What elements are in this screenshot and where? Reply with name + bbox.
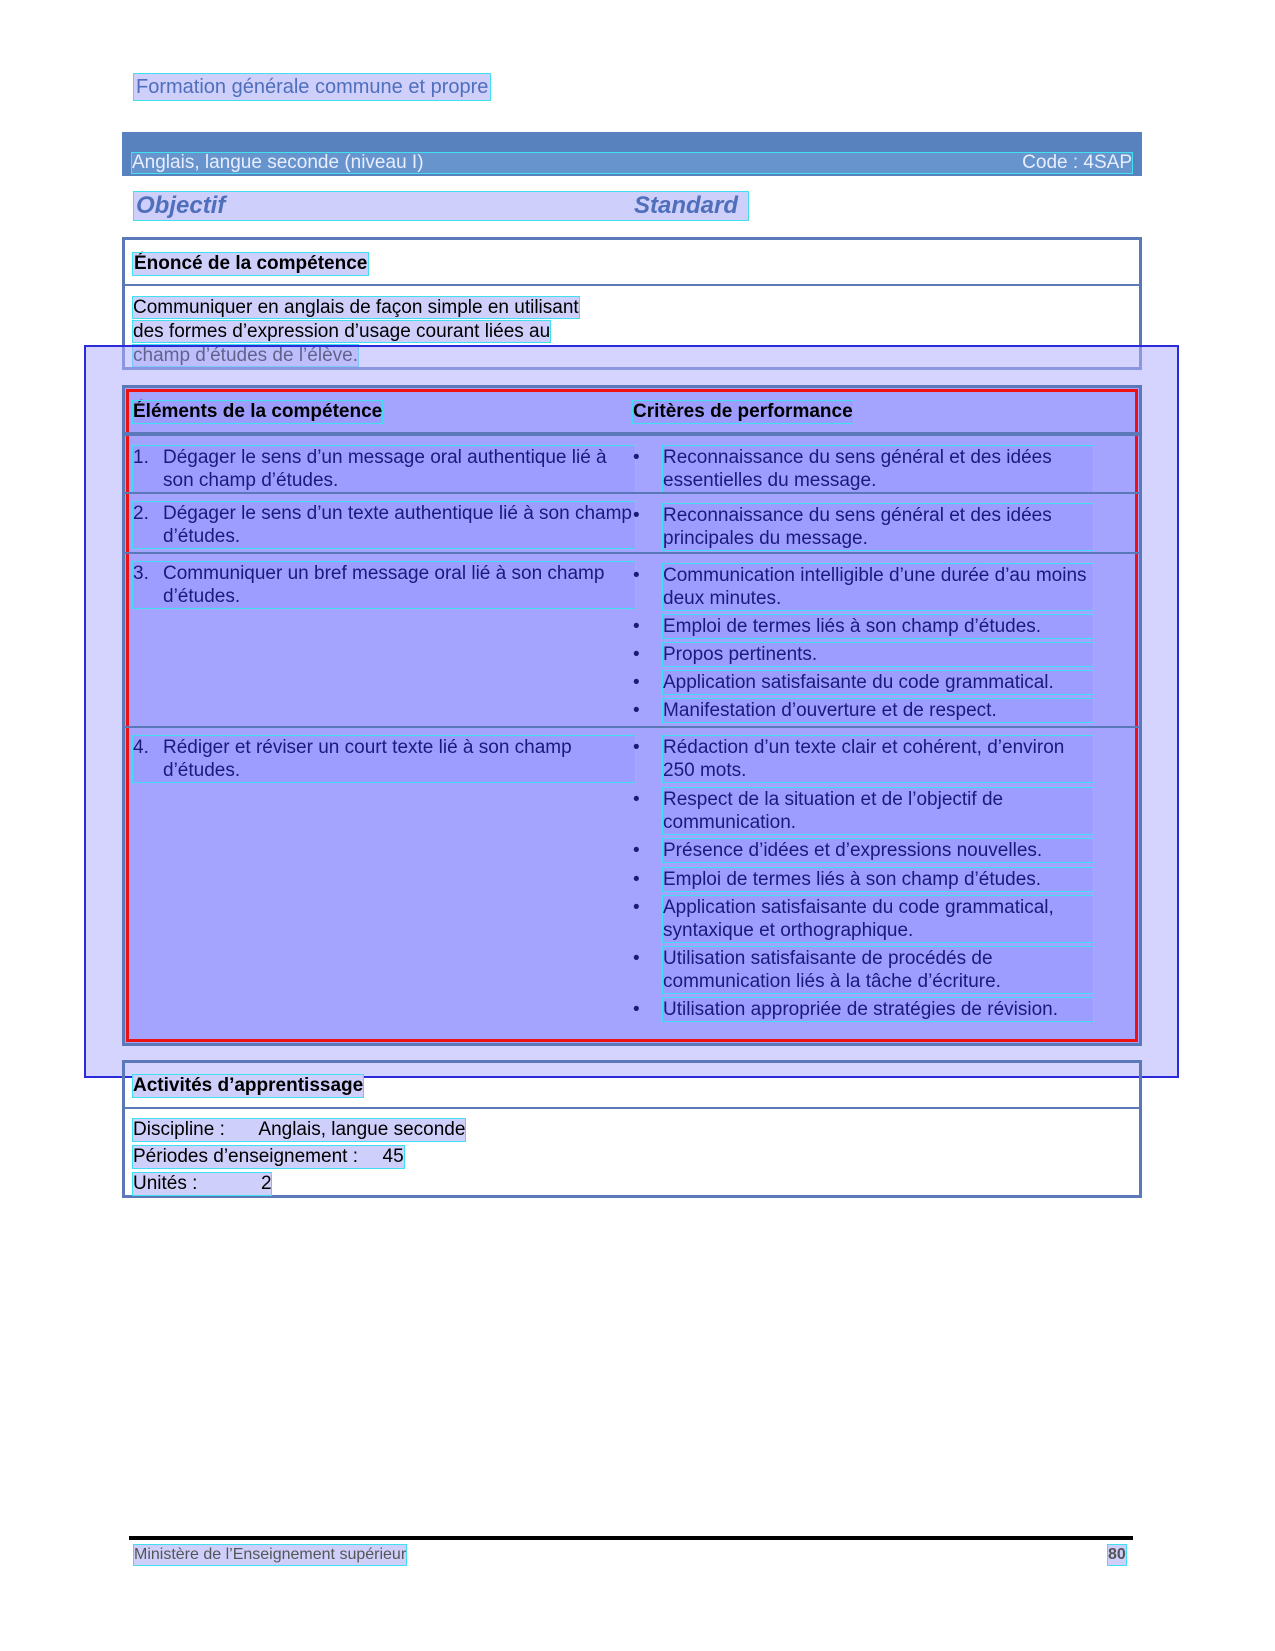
discipline-field <box>133 1119 465 1141</box>
standard-label: Standard <box>634 192 739 219</box>
criterion: • Emploi de termes liés à son champ d’études. <box>633 868 1093 891</box>
criterion: • Manifestation d’ouverture et de respect. <box>633 699 1093 722</box>
objectif-standard-row <box>134 192 748 220</box>
criterion: • Rédaction d’un texte clair et cohérent, d’environ 250 mots. <box>633 736 1093 782</box>
discipline-label: Discipline : <box>133 1119 225 1140</box>
course-title: Anglais, langue seconde (niveau I) <box>132 152 424 173</box>
criterion: • Utilisation appropriée de stratégies de révision. <box>633 998 1093 1021</box>
table-row <box>125 552 1139 726</box>
course-title-bar <box>122 132 1142 176</box>
document-section-heading: Formation générale commune et propre <box>136 76 489 98</box>
course-code: Code : 4SAP <box>1022 152 1132 173</box>
criterion: • Application satisfaisante du code grammatical, syntaxique et orthographique. <box>633 896 1093 942</box>
activites-apprentissage-box <box>122 1060 1142 1198</box>
criterion: • Propos pertinents. <box>633 643 1093 666</box>
periodes-field <box>133 1146 404 1168</box>
criterion: • Respect de la situation et de l’objectif de communication. <box>633 788 1093 834</box>
enonce-title: Énoncé de la compétence <box>134 253 368 274</box>
enonce-line: des formes d’expression d’usage courant liées au <box>133 321 551 342</box>
element-text: 2. Dégager le sens d’un texte authentique lié à son champ d’études. <box>133 502 635 548</box>
element-text: 3. Communiquer un bref message oral lié à son champ d’études. <box>133 562 635 608</box>
criterion: • Utilisation satisfaisante de procédés de communication liés à la tâche d’écriture. <box>633 947 1093 993</box>
table-row <box>125 492 1139 552</box>
footer-page-number: 80 <box>1108 1546 1126 1563</box>
table-row <box>125 726 1139 1048</box>
unites-value: 2 <box>261 1173 272 1194</box>
periodes-value: 45 <box>382 1146 404 1167</box>
table-row <box>125 434 1139 494</box>
criterion: • Emploi de termes liés à son champ d’études. <box>633 615 1093 638</box>
discipline-value: Anglais, langue seconde <box>258 1119 466 1140</box>
unites-label: Unités : <box>133 1173 198 1194</box>
activites-title: Activités d’apprentissage <box>133 1075 364 1096</box>
objectif-label: Objectif <box>136 192 226 219</box>
enonce-line: Communiquer en anglais de façon simple en utilisant <box>133 297 579 318</box>
periodes-label: Périodes d’enseignement : <box>133 1146 358 1167</box>
element-text: 1. Dégager le sens d’un message oral authentique lié à son champ d’études. <box>133 446 635 492</box>
footer-ministry: Ministère de l’Enseignement supérieur <box>134 1546 407 1563</box>
col-header-elements: Éléments de la compétence <box>133 401 383 422</box>
criterion: • Présence d’idées et d’expressions nouvelles. <box>633 839 1093 862</box>
criterion: • Communication intelligible d’une durée d’au moins deux minutes. <box>633 564 1093 610</box>
criterion: • Application satisfaisante du code grammatical. <box>633 671 1093 694</box>
element-text: 4. Rédiger et réviser un court texte lié à son champ d’études. <box>133 736 635 782</box>
criterion: • Reconnaissance du sens général et des idées principales du message. <box>633 504 1093 550</box>
unites-field <box>133 1173 271 1195</box>
criterion: • Reconnaissance du sens général et des idées essentielles du message. <box>633 446 1093 492</box>
elements-competence-table <box>122 385 1142 1046</box>
footer-rule <box>129 1536 1133 1540</box>
col-header-criteres: Critères de performance <box>633 401 853 422</box>
